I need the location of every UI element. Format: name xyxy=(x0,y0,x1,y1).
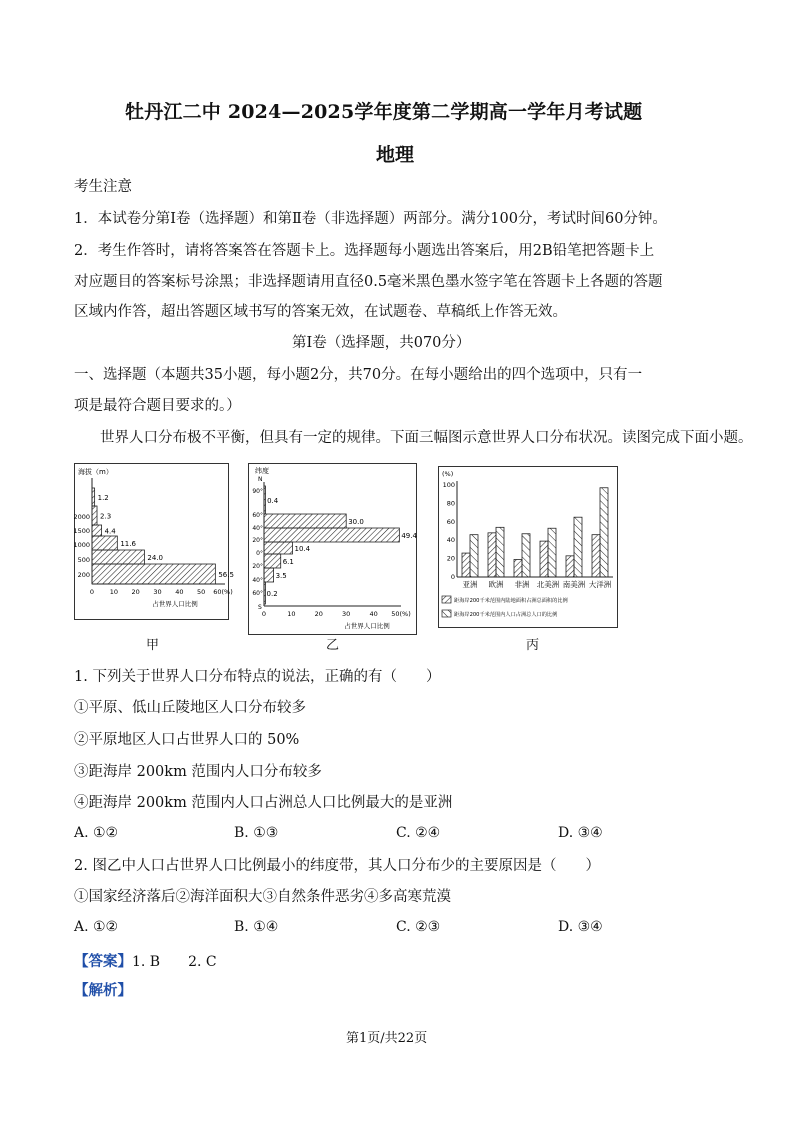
bing-category-4: 南美洲 xyxy=(562,580,586,589)
section-heading-line-1: 一、选择题（本题共35小题，每小题2分，共70分。在每小题给出的四个选项中，只有一 xyxy=(74,367,643,383)
q1-option-d: D. ③④ xyxy=(558,825,603,841)
bing-category-3: 北美洲 xyxy=(536,580,560,589)
notice-heading: 考生注意 xyxy=(74,179,132,195)
figure-yi xyxy=(248,463,417,635)
jia-bar-label-4: 24.0 xyxy=(147,554,163,562)
bing-bar-3-1 xyxy=(548,528,556,577)
subject-title: 地理 xyxy=(376,144,415,166)
jia-x-tick-2: 20 xyxy=(131,588,140,596)
material-intro: 世界人口分布极不平衡，但具有一定的规律。下面三幅图示意世界人口分布状况。读图完成下面小题。 xyxy=(100,430,753,446)
q2-option-b: B. ①④ xyxy=(234,919,279,935)
bing-legend-label-0: 距海岸200千米范围内陆地面积占洲总面积的比例 xyxy=(454,598,568,604)
jia-y-axis-label: 海拔（m） xyxy=(78,468,113,476)
q1-statement-2: ②平原地区人口占世界人口的 50% xyxy=(74,732,300,748)
yi-bar-label-3: 10.4 xyxy=(294,545,311,553)
q2-option-a: A. ①② xyxy=(74,919,119,935)
bing-bar-0-0 xyxy=(462,553,470,577)
answer-tag: 【答案】 xyxy=(74,953,132,970)
jia-x-tick-5: 50 xyxy=(197,588,206,596)
figure-jia-chart xyxy=(73,464,234,619)
bing-bar-1-1 xyxy=(496,527,504,577)
yi-bar-label-4: 6.1 xyxy=(282,558,294,566)
yi-south-label: S xyxy=(258,604,262,611)
bing-y-tick-3: 40 xyxy=(446,536,455,545)
jia-x-tick-6: 60(%) xyxy=(213,588,233,596)
yi-bar-1 xyxy=(264,514,346,528)
jia-y-tick-3: 500 xyxy=(77,556,90,564)
section-heading-line-2: 项是最符合题目要求的。） xyxy=(74,398,241,414)
bing-bar-4-1 xyxy=(574,517,582,577)
bing-category-0: 亚洲 xyxy=(462,580,478,589)
yi-bar-5 xyxy=(264,568,274,582)
bing-bar-3-0 xyxy=(540,541,548,577)
jia-y-tick-2: 1000 xyxy=(73,541,90,549)
jia-bar-label-1: 2.3 xyxy=(100,512,112,521)
q1-option-c: C. ②④ xyxy=(396,825,441,841)
yi-x-tick-4: 40 xyxy=(369,610,378,618)
jia-x-tick-0: 0 xyxy=(89,588,95,596)
yi-bar-label-1: 30.0 xyxy=(348,518,364,526)
bing-category-1: 欧洲 xyxy=(488,580,504,589)
figure-bing-caption: 丙 xyxy=(526,638,540,653)
bing-bar-2-0 xyxy=(514,560,522,577)
notice-item-2-line-2: 对应题目的答案标号涂黑；非选择题请用直径0.5毫米黑色墨水签字笔在答题卡上各题的答题 xyxy=(74,274,663,290)
yi-y-tick-3: 20° xyxy=(252,537,263,544)
yi-y-tick-7: 60° xyxy=(252,590,263,597)
jia-bar-1 xyxy=(92,506,97,525)
figure-jia xyxy=(73,463,234,620)
yi-x-tick-0: 0 xyxy=(261,610,267,618)
q1-option-b: B. ①③ xyxy=(234,825,279,841)
yi-y-tick-1: 60° xyxy=(252,512,263,519)
yi-y-tick-2: 40° xyxy=(252,525,263,532)
jia-x-tick-3: 30 xyxy=(153,588,162,596)
bing-y-tick-2: 60 xyxy=(446,517,455,526)
jia-bar-5 xyxy=(92,564,215,584)
yi-y-tick-6: 40° xyxy=(252,577,263,584)
yi-bar-label-2: 49.4 xyxy=(401,532,417,540)
jia-x-axis-label: 占世界人口比例 xyxy=(152,600,198,608)
yi-bar-label-6: 0.2 xyxy=(266,590,278,598)
jia-bar-label-2: 4.4 xyxy=(104,527,116,536)
bing-y-tick-0: 100 xyxy=(442,481,455,489)
figure-yi-chart xyxy=(249,464,416,634)
answer-line xyxy=(74,950,217,971)
figure-bing xyxy=(438,466,618,628)
jia-bar-label-3: 11.6 xyxy=(120,540,136,548)
notice-item-1: 1．本试卷分第Ⅰ卷（选择题）和第Ⅱ卷（非选择题）两部分。满分100分，考试时间60分钟。 xyxy=(74,211,667,227)
page-footer: 第1页/共22页 xyxy=(346,1031,428,1046)
jia-bar-2 xyxy=(92,525,102,536)
yi-bar-6 xyxy=(264,582,266,604)
yi-x-axis-label: 占世界人口比例 xyxy=(344,622,390,630)
q2-option-c: C. ②③ xyxy=(396,919,441,935)
q1-statement-3: ③距海岸 200km 范围内人口分布较多 xyxy=(74,764,322,780)
bing-unit-label: (%) xyxy=(442,470,454,478)
yi-bar-2 xyxy=(264,528,399,542)
yi-bar-4 xyxy=(264,554,281,568)
jia-bar-0 xyxy=(92,488,95,506)
q1-statement-1: ①平原、低山丘陵地区人口分布较多 xyxy=(74,700,306,716)
yi-x-tick-1: 10 xyxy=(287,610,296,618)
bing-category-5: 大洋洲 xyxy=(588,580,612,589)
yi-y-tick-4: 0° xyxy=(256,550,263,557)
figure-bing-chart xyxy=(439,467,617,627)
q1-statement-4: ④距海岸 200km 范围内人口占洲总人口比例最大的是亚洲 xyxy=(74,795,453,811)
jia-x-tick-4: 40 xyxy=(175,588,184,596)
yi-bar-0 xyxy=(264,486,266,514)
bing-bar-4-0 xyxy=(566,556,574,577)
jia-y-tick-1: 1500 xyxy=(73,527,90,535)
figure-yi-caption: 乙 xyxy=(326,638,340,653)
yi-bar-3 xyxy=(264,542,292,554)
bing-bar-5-0 xyxy=(592,535,600,577)
part1-heading: 第Ⅰ卷（选择题，共070分） xyxy=(292,335,471,351)
yi-bar-label-0: 0.4 xyxy=(267,497,279,505)
bing-y-tick-4: 20 xyxy=(446,554,455,563)
bing-legend-swatch-1 xyxy=(442,610,451,617)
bing-category-2: 非洲 xyxy=(514,580,530,589)
yi-north-label: N xyxy=(258,476,263,483)
bing-legend-swatch-0 xyxy=(442,596,451,603)
jia-bar-label-5: 56.5 xyxy=(218,571,234,579)
jia-x-tick-1: 10 xyxy=(109,588,118,596)
jia-y-tick-4: 200 xyxy=(77,571,90,579)
bing-y-tick-5: 0 xyxy=(450,573,455,581)
figure-jia-caption: 甲 xyxy=(146,638,160,653)
analysis-tag: 【解析】 xyxy=(74,982,132,999)
q2-option-d: D. ③④ xyxy=(558,919,603,935)
bing-bar-2-1 xyxy=(522,534,530,577)
yi-y-tick-5: 20° xyxy=(252,563,263,570)
q1-stem: 1. 下列关于世界人口分布特点的说法，正确的有（ ） xyxy=(74,669,441,685)
bing-y-tick-1: 80 xyxy=(446,499,455,508)
q1-option-a: A. ①② xyxy=(74,825,119,841)
q2-stem: 2. 图乙中人口占世界人口比例最小的纬度带，其人口分布少的主要原因是（ ） xyxy=(74,858,600,874)
bing-bar-5-1 xyxy=(600,488,608,577)
jia-bar-4 xyxy=(92,550,144,564)
bing-legend-label-1: 距海岸200千米范围内人口占洲总人口的比例 xyxy=(454,612,558,618)
jia-bar-3 xyxy=(92,536,117,550)
q2-statements: ①国家经济落后②海洋面积大③自然条件恶劣④多高寒荒漠 xyxy=(74,889,451,905)
jia-bar-label-0: 1.2 xyxy=(97,494,109,502)
yi-x-tick-2: 20 xyxy=(314,610,323,618)
bing-bar-0-1 xyxy=(470,535,478,577)
notice-item-2-line-1: 2．考生作答时，请将答案答在答题卡上。选择题每小题选出答案后，用2B铅笔把答题卡上 xyxy=(74,243,655,259)
yi-y-axis-label: 纬度 xyxy=(255,467,269,475)
yi-y-tick-0: 90° xyxy=(252,488,263,495)
bing-bar-1-0 xyxy=(488,533,496,577)
yi-x-tick-5: 50(%) xyxy=(391,610,411,618)
exam-title: 牡丹江二中 2024—2025学年度第二学期高一学年月考试题 xyxy=(125,101,643,123)
yi-bar-label-5: 3.5 xyxy=(275,572,287,580)
yi-x-tick-3: 30 xyxy=(342,610,351,618)
answer-text: 1. B 2. C xyxy=(132,954,217,970)
jia-y-tick-0: 2000 xyxy=(73,513,90,521)
notice-item-2-line-3: 区域内作答，超出答题区域书写的答案无效，在试题卷、草稿纸上作答无效。 xyxy=(74,304,567,320)
